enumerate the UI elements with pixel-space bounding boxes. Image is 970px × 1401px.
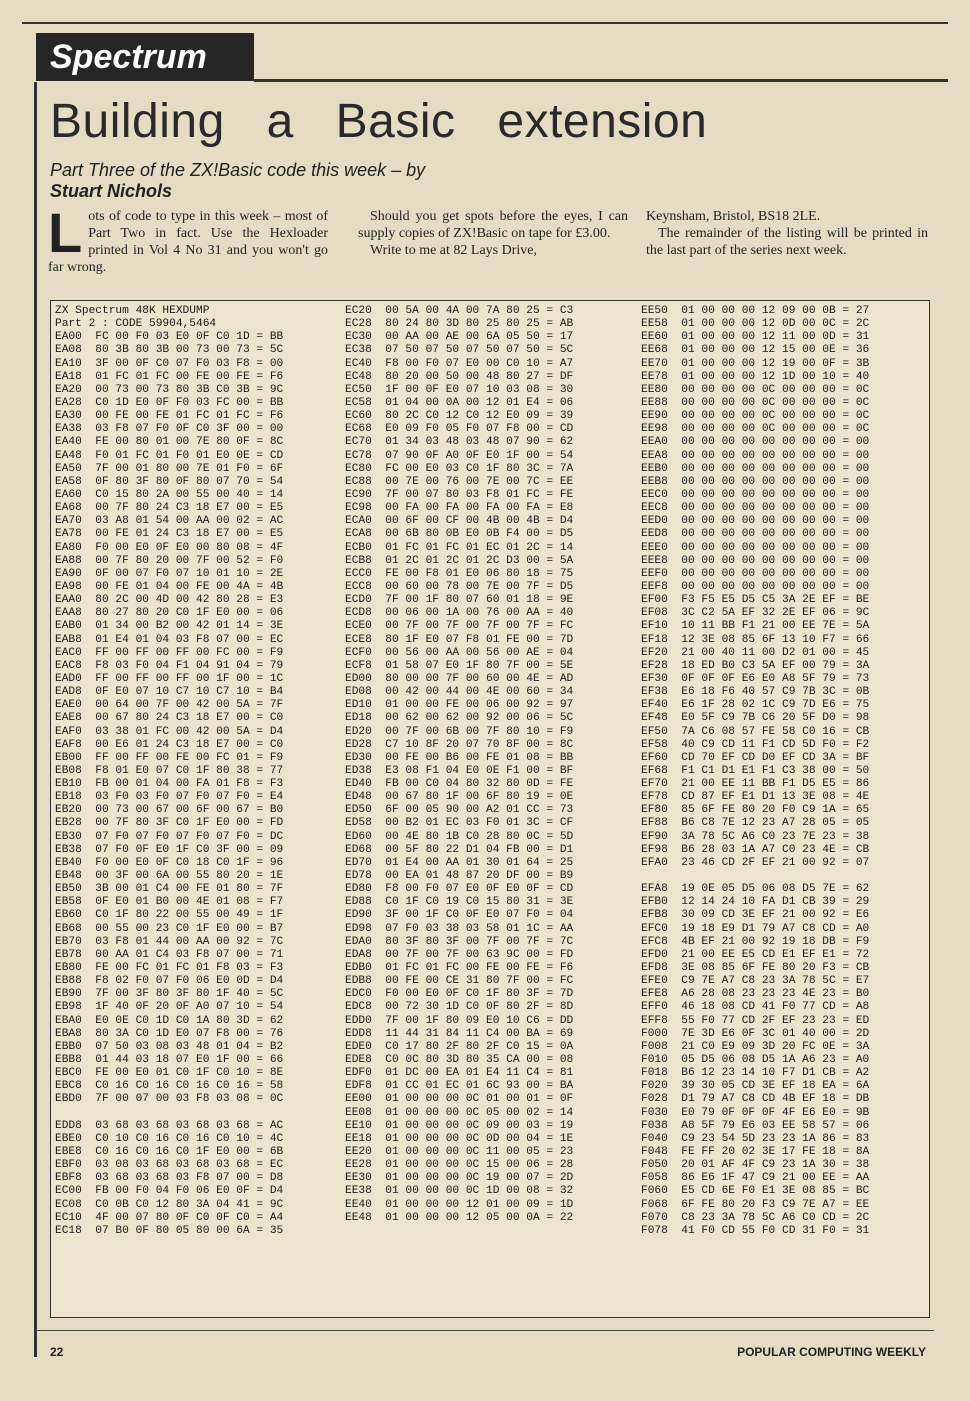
listing-column-1	[55, 305, 283, 1238]
listing-line: ECE0 00 7F 00 7F 00 7F 00 7F = FC	[345, 620, 574, 633]
listing-line: ECC8 00 60 00 78 00 7E 00 7F = D5	[345, 580, 574, 593]
listing-line: EAF8 00 E6 01 24 C3 18 E7 00 = C0	[55, 738, 284, 751]
listing-line: EA08 80 3B 80 3B 00 73 00 73 = 5C	[55, 344, 284, 357]
listing-line: EDD0 7F 00 1F 80 09 E0 10 C6 = DD	[345, 1014, 574, 1027]
listing-line: EFB8 30 09 CD 3E EF 21 00 92 = E6	[641, 909, 870, 922]
intro-paragraph-1: ots of code to type in this week – most of Part Two in fact. Use the Hexloader printed in Vol 4 No 31 and you won't go far wrong.	[48, 209, 328, 275]
intro-column-3	[646, 208, 928, 259]
listing-line: EA10 3F 00 0F C0 07 F0 03 F8 = 00	[55, 357, 284, 370]
listing-line: EF60 CD 70 EF CD D0 EF CD 3A = BF	[641, 751, 870, 764]
listing-line: EAA0 80 2C 00 4D 00 42 80 28 = E3	[55, 594, 284, 607]
listing-line: EBB0 07 50 03 08 03 48 01 04 = B2	[55, 1040, 284, 1053]
listing-line: EF80 85 6F FE 80 20 F0 C9 1A = 65	[641, 804, 870, 817]
listing-line: EEE8 00 00 00 00 00 00 00 00 = 00	[641, 554, 870, 567]
listing-line: EA70 03 A8 01 54 00 AA 00 02 = AC	[55, 515, 284, 528]
listing-line: F030 E0 79 0F 0F 0F 4F E6 E0 = 9B	[641, 1106, 870, 1119]
listing-line: EC90 7F 00 07 80 03 F8 01 FC = FE	[345, 488, 574, 501]
listing-line: ED98 07 F0 03 38 03 58 01 1C = AA	[345, 922, 574, 935]
listing-line: EB30 07 F0 07 F0 07 F0 07 F0 = DC	[55, 830, 284, 843]
listing-line: EA78 00 FE 01 24 C3 18 E7 00 = E5	[55, 528, 284, 541]
listing-line: EA38 03 F8 07 F0 0F C0 3F 00 = 00	[55, 423, 284, 436]
listing-line: EF70 21 00 EE 11 BB F1 D5 E5 = 86	[641, 778, 870, 791]
listing-line: ECC0 FE 00 F8 01 E0 06 80 18 = 75	[345, 567, 574, 580]
listing-line: F058 86 E6 1F 47 C9 21 00 EE = AA	[641, 1172, 870, 1185]
listing-line: EB50 3B 00 01 C4 00 FE 01 80 = 7F	[55, 883, 284, 896]
listing-line: EA68 00 7F 80 24 C3 18 E7 00 = E5	[55, 502, 284, 515]
listing-line: EE68 01 00 00 00 12 15 00 0E = 36	[641, 344, 870, 357]
listing-line: EFF0 46 18 08 CD 41 F0 77 CD = A8	[641, 1001, 870, 1014]
listing-line: EF88 B6 C8 7E 12 23 A7 28 05 = 05	[641, 817, 870, 830]
listing-line: EFA0 23 46 CD 2F EF 21 00 92 = 07	[641, 856, 870, 869]
listing-line: EBF0 03 08 03 68 03 68 03 68 = EC	[55, 1159, 284, 1172]
listing-line: EF18 12 3E 08 85 6F 13 10 F7 = 66	[641, 633, 870, 646]
listing-line: EA50 7F 00 01 80 00 7E 01 F0 = 6F	[55, 462, 284, 475]
listing-line: EBC8 C0 16 C0 16 C0 16 C0 16 = 58	[55, 1080, 284, 1093]
listing-line: EDA8 00 7F 00 7F 00 63 9C 00 = FD	[345, 948, 574, 961]
listing-line: EA58 0F 80 3F 80 0F 80 07 70 = 54	[55, 475, 284, 488]
listing-line: EF10 10 11 BB F1 21 00 EE 7E = 5A	[641, 620, 870, 633]
listing-line: EE60 01 00 00 00 12 11 00 0D = 31	[641, 331, 870, 344]
listing-line: ED70 01 E4 00 AA 01 30 01 64 = 25	[345, 856, 574, 869]
listing-line: EC30 00 AA 00 AE 00 6A 05 50 = 17	[345, 331, 574, 344]
listing-line: EE08 01 00 00 00 0C 05 00 02 = 14	[345, 1106, 574, 1119]
listing-line	[55, 1107, 283, 1120]
listing-line: EF38 E6 18 F6 40 57 C9 7B 3C = 0B	[641, 686, 870, 699]
listing-line: EC58 01 04 00 0A 00 12 01 E4 = 06	[345, 396, 574, 409]
listing-line: EE98 00 00 00 00 0C 00 00 00 = 0C	[641, 423, 870, 436]
listing-line: EE10 01 00 00 00 0C 09 00 03 = 19	[345, 1119, 574, 1132]
listing-line: EDC0 F0 00 E0 0F C0 1F 80 3F = 7D	[345, 988, 574, 1001]
listing-line: ECD0 7F 00 1F 80 07 60 01 18 = 9E	[345, 594, 574, 607]
listing-line: EDD8 11 44 31 84 11 C4 00 BA = 69	[345, 1027, 574, 1040]
listing-line: EEF8 00 00 00 00 00 00 00 00 = 00	[641, 580, 870, 593]
listing-line: ECA0 00 6F 00 CF 00 4B 00 4B = D4	[345, 515, 574, 528]
listing-line: EFF8 55 F0 77 CD 2F EF 23 23 = ED	[641, 1014, 870, 1027]
listing-line: EB08 F8 01 E0 07 C0 1F 80 38 = 77	[55, 764, 284, 777]
listing-line: EBA8 80 3A C0 1D E0 07 F8 00 = 76	[55, 1027, 284, 1040]
listing-line: EBF8 03 68 03 68 03 F8 07 00 = D8	[55, 1172, 284, 1185]
listing-line: EA90 0F 00 07 F0 07 10 01 10 = 2E	[55, 567, 284, 580]
listing-line: EC40 F8 00 F0 07 E0 00 C0 10 = A7	[345, 357, 574, 370]
listing-line: EE50 01 00 00 00 12 09 00 0B = 27	[641, 305, 870, 317]
intro-paragraph-2: Should you get spots before the eyes, I can supply copies of ZX!Basic on tape for £3.00.	[358, 209, 628, 241]
listing-line: EFC0 19 18 E9 D1 79 A7 C8 CD = A0	[641, 922, 870, 935]
listing-line: EAB0 01 34 00 B2 00 42 01 14 = 3E	[55, 620, 284, 633]
listing-line: EDF8 01 CC 01 EC 01 6C 93 00 = BA	[345, 1080, 574, 1093]
listing-column-3	[641, 305, 869, 1238]
listing-line: EBA0 E0 0E C0 1D C0 1A 80 3D = 62	[55, 1014, 284, 1027]
listing-line: EEA8 00 00 00 00 00 00 00 00 = 00	[641, 449, 870, 462]
listing-line: F038 A8 5F 79 E6 03 EE 58 57 = 06	[641, 1119, 870, 1132]
listing-line: EF50 7A C6 08 57 FE 58 C0 16 = CB	[641, 725, 870, 738]
listing-line: EE88 00 00 00 00 0C 00 00 00 = 0C	[641, 396, 870, 409]
listing-line: EAF0 03 38 01 FC 00 42 00 5A = D4	[55, 725, 284, 738]
listing-line: F000 7E 3D E6 0F 3C 01 40 00 = 2D	[641, 1027, 870, 1040]
listing-line: EF68 F1 C1 D1 E1 F1 C3 38 00 = 50	[641, 764, 870, 777]
listing-line: ECD8 00 06 00 1A 00 76 00 AA = 40	[345, 607, 574, 620]
listing-line: F028 D1 79 A7 C8 CD 4B EF 18 = DB	[641, 1093, 870, 1106]
listing-line: EC28 80 24 80 3D 80 25 80 25 = AB	[345, 318, 574, 331]
listing-line: ED88 C0 1F C0 19 C0 15 80 31 = 3E	[345, 896, 574, 909]
listing-line: EDE8 C0 0C 80 3D 80 35 CA 00 = 08	[345, 1054, 574, 1067]
listing-line: EB20 00 73 00 67 00 6F 00 67 = B0	[55, 804, 284, 817]
listing-line: EEF0 00 00 00 00 00 00 00 00 = 00	[641, 567, 870, 580]
author-byline: Stuart Nichols	[50, 181, 173, 201]
listing-line: EB00 FF 00 FF 00 FE 00 FC 01 = F9	[55, 751, 284, 764]
listing-line: EC10 4F 00 07 80 0F C0 0F C0 = A4	[55, 1211, 284, 1224]
listing-line: EC08 C0 0B C0 12 80 3A 04 41 = 9C	[55, 1198, 284, 1211]
listing-line: EBC0 FE 00 E0 01 C0 1F C0 10 = 8E	[55, 1067, 284, 1080]
intro-paragraph-5: The remainder of the listing will be printed in the last part of the series next week.	[646, 226, 928, 258]
listing-line: EDA0 80 3F 80 3F 00 7F 00 7F = 7C	[345, 935, 574, 948]
listing-line: EFB0 12 14 24 10 FA D1 CB 39 = 29	[641, 896, 870, 909]
listing-line: F040 C9 23 54 5D 23 23 1A 86 = 83	[641, 1132, 870, 1145]
listing-line: EFD8 3E 08 85 6F FE 80 20 F3 = CB	[641, 962, 870, 975]
listing-line: EDD8 03 68 03 68 03 68 03 68 = AC	[55, 1119, 284, 1132]
listing-line: ECB8 01 2C 01 2C 01 2C D3 00 = 5A	[345, 554, 574, 567]
intro-column-1	[48, 201, 328, 276]
listing-line: EE30 01 00 00 00 0C 19 00 07 = 2D	[345, 1172, 574, 1185]
listing-line: EE80 00 00 00 00 0C 00 00 00 = 0C	[641, 383, 870, 396]
section-banner: Spectrum	[36, 33, 254, 81]
drop-cap: L	[48, 201, 83, 264]
page-number: 22	[50, 1345, 64, 1359]
listing-line: ED60 00 4E 80 1B C0 28 80 0C = 5D	[345, 830, 574, 843]
listing-line: EE20 01 00 00 00 0C 11 00 05 = 23	[345, 1146, 574, 1158]
listing-line: EE38 01 00 00 00 0C 1D 00 08 = 32	[345, 1185, 574, 1198]
subtitle-text: Part Three of the ZX!Basic code this week – by	[50, 160, 426, 180]
listing-line: EA98 00 FE 01 04 00 FE 00 4A = 4B	[55, 580, 284, 593]
listing-line: EF48 E0 5F C9 7B C6 20 5F D0 = 98	[641, 712, 870, 725]
listing-line: EDC8 00 72 30 1D C0 0F 80 2F = 8D	[345, 1001, 574, 1014]
listing-line: EE28 01 00 00 00 0C 15 00 06 = 28	[345, 1159, 574, 1172]
listing-line: EAB8 01 E4 01 04 03 F8 07 00 = EC	[55, 633, 284, 646]
listing-line: ED80 F8 00 F0 07 E0 0F E0 0F = CD	[345, 883, 574, 896]
listing-line: EF08 3C C2 5A EF 32 2E EF 06 = 9C	[641, 607, 870, 620]
listing-line: ECF8 01 58 07 E0 1F 80 7F 00 = 5E	[345, 659, 574, 672]
listing-line: EB58 0F E0 01 B0 00 4E 01 08 = F7	[55, 896, 284, 909]
listing-line: F008 21 C0 E9 09 3D 20 FC 0E = 3A	[641, 1040, 870, 1053]
listing-line: ED50 6F 00 05 90 00 A2 01 CC = 73	[345, 804, 574, 817]
listing-line: EBE8 C0 16 C0 16 C0 1F E0 00 = 6B	[55, 1146, 284, 1158]
listing-line: EE90 00 00 00 00 0C 00 00 00 = 0C	[641, 410, 870, 423]
listing-line: ED48 00 67 80 1F 00 6F 80 19 = 0E	[345, 791, 574, 804]
listing-line: EDE0 C0 17 80 2F 80 2F C0 15 = 0A	[345, 1040, 574, 1053]
listing-line: EE18 01 00 00 00 0C 0D 00 04 = 1E	[345, 1132, 574, 1145]
listing-line: EDB8 00 FE 00 CE 31 80 7F 00 = FC	[345, 975, 574, 988]
listing-line: EA30 00 FE 00 FE 01 FC 01 FC = F6	[55, 410, 284, 423]
listing-line: EC60 80 2C C0 12 C0 12 E0 09 = 39	[345, 410, 574, 423]
listing-line: EFE8 A6 28 08 23 23 23 4E 23 = B0	[641, 988, 870, 1001]
listing-line: F050 20 01 AF 4F C9 23 1A 30 = 38	[641, 1159, 870, 1172]
listing-line: EAD0 FF 00 FF 00 FF 00 1F 00 = 1C	[55, 672, 284, 685]
magazine-name: POPULAR COMPUTING WEEKLY	[737, 1345, 926, 1359]
listing-line: EA88 00 7F 80 20 00 7F 00 52 = F0	[55, 554, 284, 567]
banner-rule	[254, 79, 948, 82]
listing-line: F070 C8 23 3A 78 5C A6 C0 CD = 2C	[641, 1211, 870, 1224]
listing-line: EAD8 0F E0 07 10 C7 10 C7 10 = B4	[55, 686, 284, 699]
listing-line: EB90 7F 00 3F 80 3F 80 1F 40 = 5C	[55, 988, 284, 1001]
listing-line: EE40 01 00 00 00 12 01 00 09 = 1D	[345, 1198, 574, 1211]
listing-line: EAA8 80 27 80 20 C0 1F E0 00 = 06	[55, 607, 284, 620]
listing-line: EFD0 21 00 EE E5 CD E1 EF E1 = 72	[641, 948, 870, 961]
listing-line: ECA8 00 6B 80 0B E0 0B F4 00 = D5	[345, 528, 574, 541]
listing-line: EF20 21 00 40 11 00 D2 01 00 = 45	[641, 646, 870, 659]
intro-paragraph-3: Write to me at 82 Lays Drive,	[370, 243, 537, 258]
listing-line: EE00 01 00 00 00 0C 01 00 01 = 0F	[345, 1093, 574, 1106]
listing-line: EBD0 7F 00 07 00 03 F8 03 08 = 0C	[55, 1093, 284, 1106]
listing-line: ED18 00 62 00 62 00 92 00 06 = 5C	[345, 712, 574, 725]
footer-rule	[36, 1330, 934, 1331]
listing-line: EC88 00 7E 00 76 00 7E 00 7C = EE	[345, 475, 574, 488]
listing-line: EF58 40 C9 CD 11 F1 CD 5D F0 = F2	[641, 738, 870, 751]
listing-line: ED78 00 EA 01 48 87 20 DF 00 = B9	[345, 870, 574, 883]
intro-column-2	[358, 208, 628, 259]
listing-line: EAE0 00 64 00 7F 00 42 00 5A = 7F	[55, 699, 284, 712]
listing-line: EE48 01 00 00 00 12 05 00 0A = 22	[345, 1211, 574, 1224]
listing-line: ED20 00 7F 00 6B 00 7F 80 10 = F9	[345, 725, 574, 738]
listing-line: ED40 FB 00 C0 04 80 32 80 0D = FE	[345, 778, 574, 791]
listing-line: EC20 00 5A 00 4A 00 7A 80 25 = C3	[345, 305, 574, 317]
listing-line: EED0 00 00 00 00 00 00 00 00 = 00	[641, 515, 870, 528]
listing-line: EAC8 F8 03 F0 04 F1 04 91 04 = 79	[55, 659, 284, 672]
top-rule	[22, 22, 948, 24]
listing-line: EC78 07 90 0F A0 0F E0 1F 00 = 54	[345, 449, 574, 462]
listing-line: ED90 3F 00 1F C0 0F E0 07 F0 = 04	[345, 909, 574, 922]
listing-line: EF98 B6 28 03 1A A7 C0 23 4E = CB	[641, 843, 870, 856]
listing-line: EA18 01 FC 01 FC 00 FE 00 FE = F6	[55, 370, 284, 383]
listing-line: EE58 01 00 00 00 12 0D 00 0C = 2C	[641, 318, 870, 331]
listing-line: EAC0 FF 00 FF 00 FF 00 FC 00 = F9	[55, 646, 284, 659]
listing-line: EDB0 01 FC 01 FC 00 FE 00 FE = F6	[345, 962, 574, 975]
listing-line: ECE8 80 1F E0 07 F8 01 FE 00 = 7D	[345, 633, 574, 646]
listing-line: EA60 C0 15 80 2A 00 55 00 40 = 14	[55, 488, 284, 501]
listing-line: EF00 F3 F5 E5 D5 C5 3A 2E EF = BE	[641, 594, 870, 607]
listing-line: F078 41 F0 CD 55 F0 CD 31 F0 = 31	[641, 1224, 870, 1237]
listing-line: EB10 FB 00 01 04 00 FA 01 F8 = F3	[55, 778, 284, 791]
listing-line: EF30 0F 0F 0F E6 E0 A8 5F 79 = 73	[641, 672, 870, 685]
listing-line: EB38 07 F0 0F E0 1F C0 3F 00 = 09	[55, 843, 284, 856]
listing-line: EFC8 4B EF 21 00 92 19 18 DB = F9	[641, 935, 870, 948]
listing-line: EF40 E6 1F 28 02 1C C9 7D E6 = 75	[641, 699, 870, 712]
listing-line	[641, 870, 869, 883]
listing-line: EC38 07 50 07 50 07 50 07 50 = 5C	[345, 344, 574, 357]
listing-line: ED08 00 42 00 44 00 4E 00 60 = 34	[345, 686, 574, 699]
article-subtitle	[50, 160, 650, 202]
listing-line: ED10 01 00 00 FE 00 06 00 92 = 97	[345, 699, 574, 712]
listing-column-2	[345, 305, 573, 1225]
listing-line: EF28 18 ED B0 C3 5A EF 00 79 = 3A	[641, 659, 870, 672]
listing-line: ZX Spectrum 48K HEXDUMP	[55, 305, 210, 317]
listing-line: EEC8 00 00 00 00 00 00 00 00 = 00	[641, 502, 870, 515]
listing-line: EB60 C0 1F 80 22 00 55 00 49 = 1F	[55, 909, 284, 922]
listing-line: EF78 CD 87 EF E1 D1 13 3E 08 = 4E	[641, 791, 870, 804]
listing-line: ED00 80 00 00 7F 00 60 00 4E = AD	[345, 672, 574, 685]
listing-line: EC70 01 34 03 48 03 48 07 90 = 62	[345, 436, 574, 449]
listing-line: EC68 E0 09 F0 05 F0 07 F8 00 = CD	[345, 423, 574, 436]
listing-line: EA20 00 73 00 73 80 3B C0 3B = 9C	[55, 383, 284, 396]
listing-line: EC18 07 B0 0F 80 05 80 00 6A = 35	[55, 1224, 284, 1237]
listing-line: EA00 FC 00 F0 03 E0 0F C0 1D = BB	[55, 331, 284, 344]
listing-line: EB78 00 AA 01 C4 03 F8 07 00 = 71	[55, 948, 284, 961]
listing-line: F020 39 30 05 CD 3E EF 18 EA = 6A	[641, 1080, 870, 1093]
listing-line: EFA8 19 0E 05 D5 06 08 D5 7E = 62	[641, 883, 870, 896]
listing-line: EB28 00 7F 80 3F C0 1F E0 00 = FD	[55, 817, 284, 830]
listing-line: EC48 80 20 00 50 00 48 80 27 = DF	[345, 370, 574, 383]
listing-line: ED28 C7 10 8F 20 07 70 8F 00 = 8C	[345, 738, 574, 751]
listing-line: EB70 03 F8 01 44 00 AA 00 92 = 7C	[55, 935, 284, 948]
listing-line: EED8 00 00 00 00 00 00 00 00 = 00	[641, 528, 870, 541]
listing-line: EB48 00 3F 00 6A 00 55 80 20 = 1E	[55, 870, 284, 883]
listing-line: EFE0 C9 7E A7 C8 23 3A 78 5C = E7	[641, 975, 870, 988]
article-headline: Building a Basic extension	[50, 95, 708, 148]
listing-line: ECF0 00 56 00 AA 00 56 00 AE = 04	[345, 646, 574, 659]
listing-line: EA28 C0 1D E0 0F F0 03 FC 00 = BB	[55, 396, 284, 409]
listing-line: EAE8 00 67 80 24 C3 18 E7 00 = C0	[55, 712, 284, 725]
listing-line: EB68 00 55 00 23 C0 1F E0 00 = B7	[55, 922, 284, 935]
listing-line: ED58 00 B2 01 EC 03 F0 01 3C = CF	[345, 817, 574, 830]
listing-line: EC50 1F 00 0F E0 07 10 03 08 = 30	[345, 383, 574, 396]
listing-line: EA48 F0 01 FC 01 F0 01 E0 0E = CD	[55, 449, 284, 462]
listing-line: F010 05 D5 06 08 D5 1A A6 23 = A0	[641, 1054, 870, 1067]
listing-line: F060 E5 CD 6E F0 E1 3E 08 85 = BC	[641, 1185, 870, 1198]
listing-line: ED38 E3 08 F1 04 E0 0E F1 00 = BF	[345, 764, 574, 777]
listing-line: EC00 FB 00 F0 04 F0 06 E0 0F = D4	[55, 1185, 284, 1198]
listing-line: EB40 F0 00 E0 0F C0 18 C0 1F = 96	[55, 856, 284, 869]
intro-paragraph-4: Keynsham, Bristol, BS18 2LE.	[646, 209, 821, 224]
listing-line: EF90 3A 78 5C A6 C0 23 7E 23 = 38	[641, 830, 870, 843]
listing-line: EE78 01 00 00 00 12 1D 00 10 = 40	[641, 370, 870, 383]
listing-line: EEE0 00 00 00 00 00 00 00 00 = 00	[641, 541, 870, 554]
listing-line: F018 B6 12 23 14 10 F7 D1 CB = A2	[641, 1067, 870, 1080]
listing-line: EB18 03 F0 03 F0 07 F0 07 F0 = E4	[55, 791, 284, 804]
listing-line: F048 FE FF 20 02 3E 17 FE 18 = 8A	[641, 1146, 870, 1158]
listing-line: ED30 00 FE 00 B6 00 FE 01 08 = BB	[345, 751, 574, 764]
listing-line: EEC0 00 00 00 00 00 00 00 00 = 00	[641, 488, 870, 501]
listing-line: ECB0 01 FC 01 FC 01 EC 01 2C = 14	[345, 541, 574, 554]
listing-line: EC80 FC 00 E0 03 C0 1F 80 3C = 7A	[345, 462, 574, 475]
listing-line: EC98 00 FA 00 FA 00 FA 00 FA = E8	[345, 502, 574, 515]
listing-line: ED68 00 5F 80 22 D1 04 FB 00 = D1	[345, 843, 574, 856]
hexdump-listing	[50, 300, 930, 1318]
listing-line: EEB0 00 00 00 00 00 00 00 00 = 00	[641, 462, 870, 475]
listing-line: EB98 1F 40 0F 20 0F A0 07 10 = 54	[55, 1001, 284, 1014]
listing-line: Part 2 : CODE 59904,5464	[55, 318, 217, 331]
intro-columns	[48, 201, 928, 280]
listing-line: EB80 FE 00 FC 01 FC 01 F8 03 = F3	[55, 962, 284, 975]
left-margin-bar	[34, 82, 37, 1357]
listing-line: EA40 FE 00 80 01 00 7E 80 0F = 8C	[55, 436, 284, 449]
listing-line: EBE0 C0 10 C0 16 C0 16 C0 10 = 4C	[55, 1132, 284, 1145]
listing-line: EBB8 01 44 03 18 07 E0 1F 00 = 66	[55, 1054, 284, 1067]
listing-line: EDF0 01 DC 00 EA 01 E4 11 C4 = 81	[345, 1067, 574, 1080]
listing-line: EB88 F8 02 F0 07 F0 06 E0 0D = D4	[55, 975, 284, 988]
listing-line: EE70 01 00 00 00 12 19 00 0F = 3B	[641, 357, 870, 370]
listing-line: EA80 F0 00 E0 0F E0 00 80 08 = 4F	[55, 541, 284, 554]
listing-line: F068 6F FE 80 20 F3 C9 7E A7 = EE	[641, 1198, 870, 1211]
listing-line: EEA0 00 00 00 00 00 00 00 00 = 00	[641, 436, 870, 449]
listing-line: EEB8 00 00 00 00 00 00 00 00 = 00	[641, 475, 870, 488]
